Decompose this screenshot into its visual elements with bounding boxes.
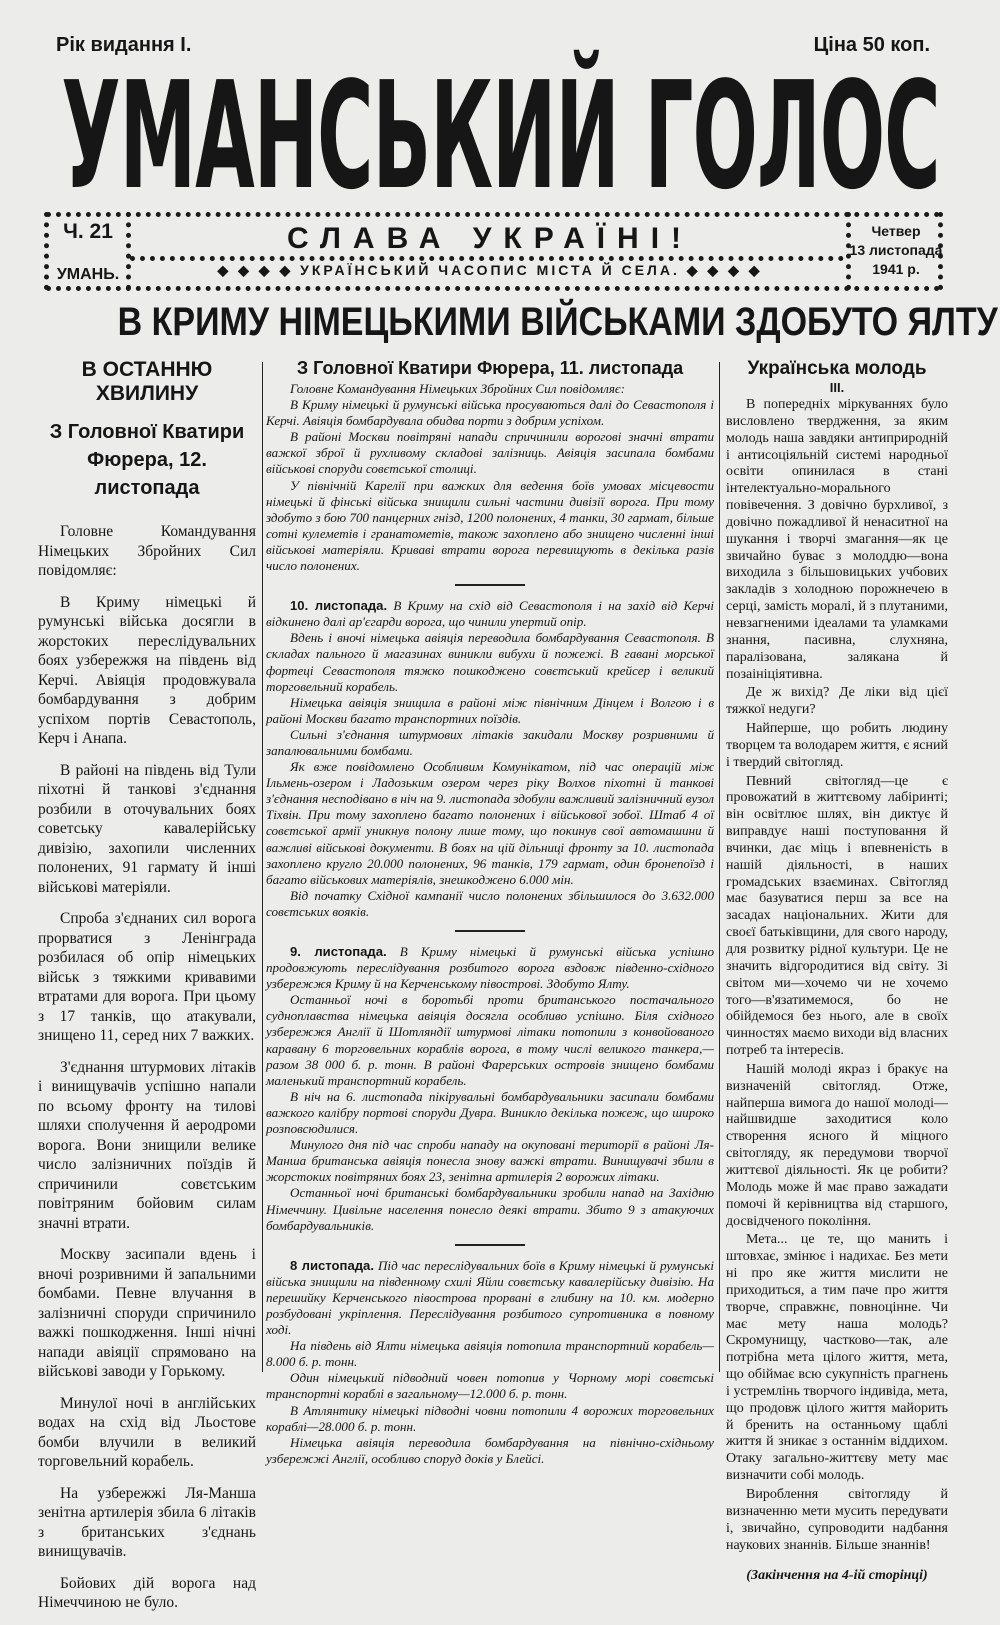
article-title: З Головної Кватири Фюрера, 11. листопада bbox=[296, 358, 684, 378]
band-middle-border bbox=[130, 256, 844, 261]
paragraph: Один німецький підводний човен потопив у Чорному морі совєтські транспортні кораблі в загальному—12.000 б. р. тонн. bbox=[266, 1370, 714, 1402]
intro: Головне Командування Німецьких Збройних Сил повідомляє: bbox=[290, 381, 626, 396]
column-latest-news bbox=[38, 358, 256, 1625]
paragraph: Німецька авіяція переводила бомбардування на північно-східньому узбережжі Англії, особливо споруд доків у Блейсі. bbox=[266, 1434, 714, 1466]
paragraph: В районі Москви повітряні напади спричинили ворогові значні втрати важкої зброї й рухливому складові залізниць. Авіяція засипала бомбами військові споруди совєтської столиці. bbox=[266, 429, 714, 477]
separator bbox=[455, 584, 525, 586]
issue-number: Ч. 21 bbox=[63, 220, 113, 243]
paragraph: Німецька авіяція знищила в районі між північним Дінцем і Волгою і в районі Москви багато транспортних поїздів. bbox=[266, 694, 714, 726]
paragraph bbox=[266, 944, 714, 992]
article-title: Українська молодь bbox=[747, 358, 927, 379]
paragraph: Найперше, що робить людину творцем та володарем життя, є ясний і твердий світогляд. bbox=[726, 721, 948, 770]
paragraph: В Криму німецькі й румунські війська досягли в жорстоких переслідувальних боях узбережжя на південь від Керчі. Авіяція продовжувала бомбардування з добрим успіхом портів Севастополь, Керч і Анапа. bbox=[38, 593, 256, 747]
masthead bbox=[60, 49, 940, 222]
year: 1941 р. bbox=[872, 261, 920, 277]
rubric-heading: В ОСТАННЮ ХВИЛИНУ bbox=[81, 358, 213, 405]
price: Ціна 50 коп. bbox=[813, 34, 930, 56]
newspaper-title: УМАНСЬКИЙ ГОЛОС bbox=[60, 49, 940, 222]
paragraph: Вироблення світогляду й визначенню мети мусить передувати і, звичайно, супроводити надбання наукових знаннів. Більше знаннів! bbox=[726, 1487, 948, 1553]
paragraph: В Криму німецькі й румунські війська просуваються далі до Севастополя і Керчі. Авіяція бомбардувала обидва порти з добрим успіхом. bbox=[266, 397, 714, 429]
paragraph: Певний світогляд—це є провожатий в життєвому лабіринті; він освітлює шлях, він диктує й виправдує наші поступовання й вчинки, дає міць і впевненість в нашій діяльності, в наших громадських взаєминах. Світогляд має базуватися перш за все на засадах національних. Жити для своєї батьківщини, для свого народу, для розвитку рідної культури. Це не значить відгородитися від світу. Зі світом ми—хочемо чи не хочемо того—в'язатимемося, бо не обійдемося без нього, але в своїх чинностях маємо виходи від власних потреб та інтересів. bbox=[726, 773, 948, 1059]
column-rule-1 bbox=[262, 362, 263, 1372]
paragraph: В Атлянтику німецькі підводні човни потопили 4 ворожих торговельних кораблі—28.000 б. р. тонн. bbox=[266, 1402, 714, 1434]
main-headline-text: В КРИМУ НІМЕЦЬКИМИ ВІЙСЬКАМИ ЗДОБУТО ЯЛТУ bbox=[117, 300, 998, 344]
date-box bbox=[848, 222, 944, 279]
article-title: З Головної Кватири Фюрера, 12. листопада bbox=[49, 421, 245, 499]
paragraph: Москву засипали вдень і вночі розривними й запальними бомбами. Певне влучання в залізничні споруди спричинило важкі пошкодження. Інші нічні напади авіяції спрямовано на військові заводи у Горькому. bbox=[38, 1246, 256, 1380]
paragraph-text: В Криму німецькі й румунські війська успішно продовжують переслідування розбитого ворога вздовж південно-східного узбережжя Криму й на Керченському півострові. Здобуто Ялту. bbox=[266, 944, 714, 992]
paragraph-text: Під час переслідувальних боїв в Криму німецькі й румунські війська знищили на південному схилі Яйли совєтську кавалерійську дивізію. На перешийку Керченського півострова прорвані в глибину на 10. км. модерно розбудовані укріплення. Переслідування розбитого супротивника в повному ході. bbox=[266, 1257, 715, 1338]
separator bbox=[455, 1244, 525, 1246]
paragraph: Минулої ночі в англійських водах на схід від Льостове бомби влучили в великий торговельний корабель. bbox=[38, 1394, 256, 1470]
paragraph: Головне Командування Німецьких Збройних Сил повідомляє: bbox=[38, 523, 256, 579]
band-divider-left bbox=[126, 212, 131, 290]
paragraph: Мета... це те, що манить і штовхає, змінює і надихає. Без мети ні про яке життя мислити не приходиться, а тим паче про життя творче, справжнє, повноцінне. Чи має мету наша молодь? Скромунищу, частково—так, але потрібна мета цілого життя, мета, що обіймає всю сукупність прагнень і устремлінь творчого індивіда, мета, що продовж цілого життя майорить й бренить на останньому щаблі життя й зникає з останнім віддихом. Отаку загально-життєву мету має визначити собі молодь. bbox=[726, 1232, 948, 1484]
column-rule-2 bbox=[719, 362, 720, 1372]
paragraph: Минулого дня під час спроби нападу на окуповані території в районі Ля-Манша британська авіяція понесла знову важкі втрати. Винищувачі збили в жорстоких повітряних боях 23, зенітна артилерія 2 ворожих літаки. bbox=[266, 1137, 714, 1185]
column-youth-article bbox=[726, 358, 948, 1587]
paragraph: В районі на південь від Тули піхотні й танкові з'єднання розбили в оточувальних боях советську кавалерійську дивізію, захопили численних полонених, 91 гармату й інші військові матеріяли. bbox=[38, 761, 256, 896]
paragraph: Нашій молоді якраз і бракує на визначеній світогляд. Отже, найперша вимога до нашої молоді—найшвидше заходитися коло створення ясного й міцного світогляду, як передумови творчої життєвої діяльності. Як це робити? Молодь може й має право зажадати помочі й керівництва від старшого, досвідченого покоління. bbox=[726, 1061, 948, 1229]
paragraph: Вдень і вночі німецька авіяція переводила бомбардування Севастополя. В складах пального й магазинах виникли вибухи й пожежі. В гавані морської фортеці Севастополя тяжко пошкоджено совєтський крейсер і великий торговельний корабель. bbox=[266, 630, 714, 694]
paragraph: У північній Карелії при важких для ведення боїв умовах місцевости німецькі й фінські війська знищили сильні частини дивізії ворога. При тому здобуто з бою 700 панцерних гнізд, 1200 полонених, 4 танки, 30 гармат, більше сотні кулеметів і гранатометів, також захоплено або знищено численні інші військові матеріяли. Криваві втрати ворога перевищують в декілька разів число полонених. bbox=[266, 477, 714, 574]
paragraph: Останньої ночі в боротьбі проти британського постачального судноплавства німецька авіяція досягла особливо успішно. Біля східного узбережжя Англії й Шотляндії штурмові літаки потопили з конвойованого каравану 6 торговельних кораблів ворога, в тому числі великого танкера,—разом 38 000 б. р. тонн. В районі Фарерських островів знищено бомбами маленький транспортний корабель. bbox=[266, 992, 714, 1088]
date: 13 листопада bbox=[849, 242, 943, 258]
paragraph: На узбережжі Ля-Манша зенітна артилерія збила 6 літаків з британських з'єднань винищувачів. bbox=[38, 1484, 256, 1560]
paragraph bbox=[266, 598, 714, 630]
slogan: СЛАВА УКРАЇНІ! bbox=[286, 222, 694, 255]
paragraph: На південь від Ялти німецька авіяція потопила транспортний корабель—8.000 б. р. тонн. bbox=[266, 1338, 714, 1370]
paragraph: В ніч на 6. листопада пікірувальні бомбардувальники засипали бомбами важкого калібру портові споруди Дувра. Виникло декілька пожеж, що широко розповсюдилися. bbox=[266, 1088, 714, 1137]
weekday: Четвер bbox=[871, 223, 921, 239]
date-lead: 10. листопада. bbox=[290, 598, 388, 614]
date-lead: 9. листопада. bbox=[290, 944, 387, 959]
place: УМАНЬ. bbox=[56, 266, 120, 283]
paragraph bbox=[266, 1258, 714, 1338]
separator bbox=[455, 930, 525, 932]
paragraph: Від початку Східної кампанії число полонених збільшилося до 3.632.000 совєтських вояків. bbox=[266, 887, 714, 919]
year-of-publication: Рік видання І. bbox=[56, 34, 192, 56]
paragraph: Сильні з'єднання штурмових літаків закидали Москву розривними й запалювальними бомбами. bbox=[266, 726, 714, 758]
paragraph: Де ж вихід? Де ліки від цієї тяжкої недуги? bbox=[726, 685, 948, 718]
continuation-note: (Закінчення на 4-ій сторінці) bbox=[746, 1568, 928, 1584]
paragraph: В попередніх міркуваннях було висловлено твердження, за яким молодь наша завдяки антиприродній і антисоціяльній системі народньої освіти опинилася в стані інтелектуально-морального повівечення. З довічно бурхливої, з довічно пожадливої й ненаситної на шукання і творчі змагання—як це звичайно буває з молоддю—вона виходила з більшовицьких учбових закладів з холодною порожнечею в серці, замість моралі, й з плутаними, невзагненими ідеалами та уламками знання, пасивна, слухняна, паралізована, залякана й позаініціятивна. bbox=[726, 397, 948, 682]
band-left-border bbox=[44, 212, 49, 290]
paragraph: Бойових дій ворога над Німеччиною не було. bbox=[38, 1574, 256, 1611]
paragraph: Як вже повідомлено Особливим Комунікатом, під час операцій між Ільмень-озером і Ладозьким озером через ріку Волхов піхотні й танкові з'єднання несподівано в ніч на 9. листопада здобули важливий залізничний вузол Тіхвін. При тому захоплено багато полонених і військової зобої. Штаб 4 ої совєтської армії уникнув полону лише тому, що покинув свої автомашини й важливі військові документи. В боях на цій дільниці фронту за 10. листопада захоплено кругло 20.000 полонених, 96 танків, 179 гармат, один бронепоїзд і багато військових матеріялів, знешкоджено 6.000 мін. bbox=[266, 759, 714, 887]
subtitle: ◆ ◆ ◆ ◆ УКРАЇНСЬКИЙ ЧАСОПИС МІСТА Й СЕЛА. ◆ ◆ ◆ ◆ bbox=[217, 262, 763, 278]
paragraph: Спроба з'єднаних сил ворога прорватися з Ленінграда розбилася об опір німецьких військ з тяжкими кривавими втратами для ворога. При цьому з 17 танків, що атакували, знищено 11, серед них 7 важких. bbox=[38, 910, 256, 1044]
column-reports bbox=[266, 358, 714, 1467]
paragraph-text: В Криму на схід від Севастополя і на захід від Керчі відкинено далі ар'єгарди ворога, що чинили упертий опір. bbox=[266, 598, 714, 630]
band-bottom-border bbox=[46, 286, 940, 291]
band-top-border bbox=[46, 212, 940, 217]
date-lead: 8 листопада. bbox=[290, 1257, 374, 1273]
paragraph: Останньої ночі британські бомбардувальники зробили напад на Західню Німеччину. Цивільне населення понесло деякі втрати. Збито 9 з атакуючих бомбардувальників. bbox=[266, 1185, 714, 1233]
part-number: ІІІ. bbox=[829, 380, 845, 395]
issue-box bbox=[52, 220, 124, 284]
paragraph: З'єднання штурмових літаків і винищувачів успішно напали по всьому фронту на тилові шляхи сполучення й аеродроми ворога. Вони знищили велике число залізничних поїздів й спричинили совєтським повітряним бойовим силам значні втрати. bbox=[38, 1058, 256, 1232]
main-headline bbox=[40, 300, 998, 345]
